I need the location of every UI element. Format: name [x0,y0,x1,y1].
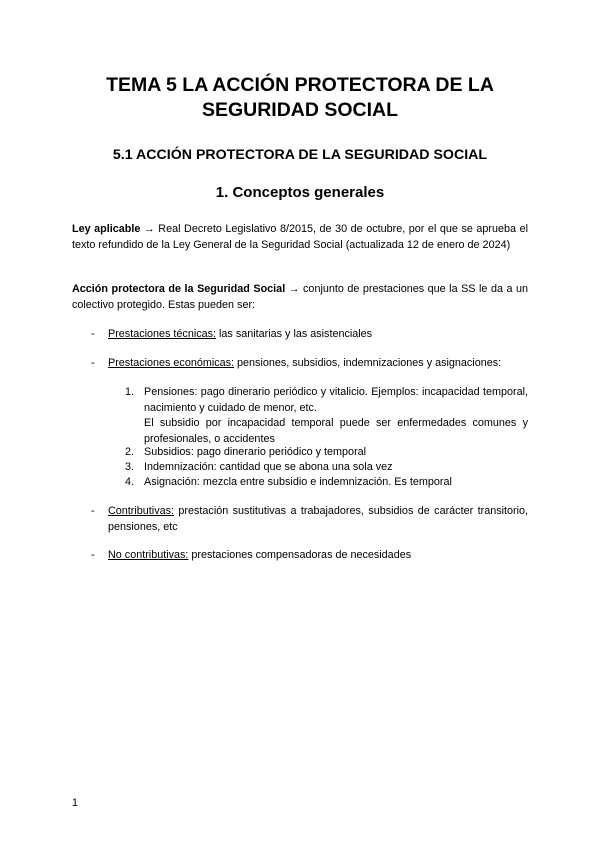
bullet-dash: - [91,505,95,517]
page-number: 1 [72,797,79,809]
bullet-text [108,327,528,343]
page-title [60,73,540,123]
subtitle: 5.1 ACCIÓN PROTECTORA DE LA SEGURIDAD SOCIAL [112,147,488,163]
accion-protectora-text: → conjunto de prestaciones que la SS le da a un colectivo protegido. Estas pueden ser: [72,283,529,311]
bullet-text [108,548,528,564]
bullet-text [108,504,528,535]
accion-protectora-paragraph [72,282,528,313]
item-number: 3. [125,461,135,473]
bullet-text [108,356,528,372]
bullet-dash: - [91,357,95,369]
bullet-dash: - [91,328,95,340]
item-text: Indemnización: cantidad que se abona una sola vez [144,461,393,473]
title-line-2: SEGURIDAD SOCIAL [201,99,399,121]
bullet-description: las sanitarias y las asistenciales [216,328,373,340]
item-number: 4. [125,476,135,488]
item-text: Subsidios: pago dinerario periódico y temporal [144,446,367,458]
bullet-term: No contributivas: [108,549,189,561]
bullet-term: Prestaciones técnicas: [108,328,217,340]
title-line-1: TEMA 5 LA ACCIÓN PROTECTORA DE LA [106,74,494,96]
bullet-description: prestaciones compensadoras de necesidades [188,549,412,561]
ley-aplicable-paragraph [72,222,528,253]
ley-aplicable-text: → Real Decreto Legislativo 8/2015, de 30 de octubre, por el que se aprueba el texto refundido de la Ley General de la Seguridad Social (actualizada 12 de enero de 2024) [72,223,528,251]
item-number: 1. [125,386,135,398]
item-text: Asignación: mezcla entre subsidio e indemnización. Es temporal [144,476,452,488]
item-main-text: Pensiones: pago dinerario periódico y vitalicio. Ejemplos: incapacidad temporal, nacimiento y cuidado de menor, etc. [144,386,528,414]
bullet-description: pensiones, subsidios, indemnizaciones y asignaciones: [234,357,502,369]
item-text [144,385,528,447]
ley-aplicable-label: Ley aplicable [72,223,141,235]
bullet-term: Contributivas: [108,505,175,517]
item-extra-text: El subsidio por incapacidad temporal puede ser enfermedades comunes y profesionales, o accidentes [144,417,528,445]
bullet-description: prestación sustitutivas a trabajadores, subsidios de carácter transitorio, pensiones, etc [108,505,528,533]
section-heading: 1. Conceptos generales [215,184,385,201]
item-number: 2. [125,446,135,458]
accion-protectora-label: Acción protectora de la Seguridad Social [72,283,286,295]
bullet-term: Prestaciones económicas: [108,357,235,369]
bullet-dash: - [91,549,95,561]
